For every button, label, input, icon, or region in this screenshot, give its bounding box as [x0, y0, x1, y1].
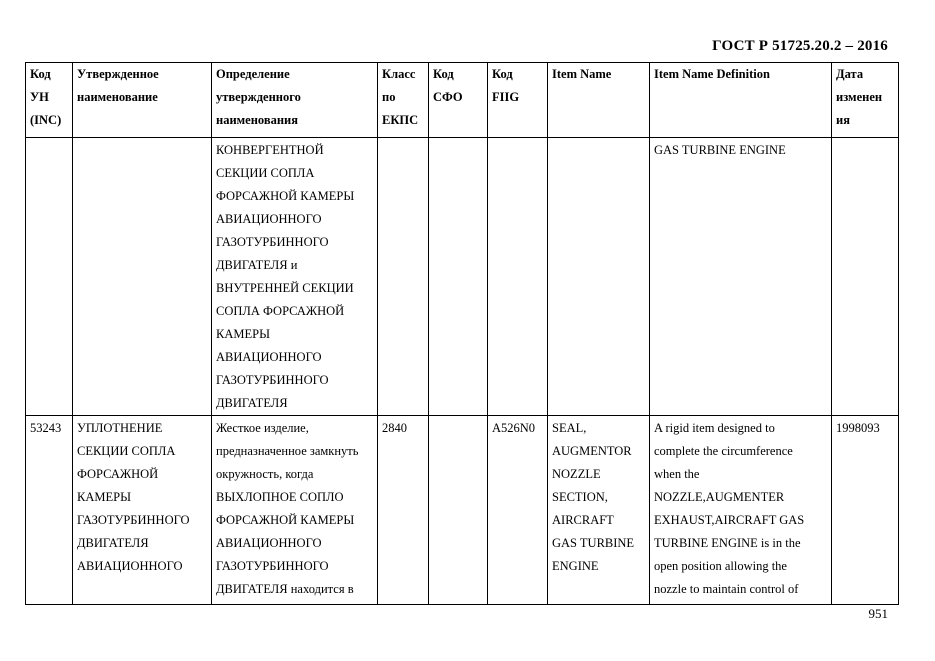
- column-header-item-name-definition: Item Name Definition: [650, 63, 832, 138]
- cell-approved-name: [73, 138, 212, 416]
- cell-item-name-definition: GAS TURBINE ENGINE: [650, 138, 832, 416]
- column-header-item-name: Item Name: [548, 63, 650, 138]
- cell-fiig-code: [488, 138, 548, 416]
- cell-definition: КОНВЕРГЕНТНОЙ СЕКЦИИ СОПЛА ФОРСАЖНОЙ КАМЕРЫ АВИАЦИОННОГО ГАЗОТУРБИННОГО ДВИГАТЕЛЯ и ВНУТРЕННЕЙ СЕКЦИИ СОПЛА ФОРСАЖНОЙ КАМЕРЫ АВИАЦИОННОГО ГАЗОТУРБИННОГО ДВИГАТЕЛЯ: [212, 138, 378, 416]
- column-header-sfo-code: Код СФО: [429, 63, 488, 138]
- nomenclature-table: [25, 62, 899, 605]
- cell-inc: [26, 138, 73, 416]
- document-standard-header: ГОСТ Р 51725.20.2 – 2016: [712, 38, 888, 54]
- column-header-ekps-class: Класс по ЕКПС: [378, 63, 429, 138]
- table-row: [26, 138, 899, 416]
- cell-change-date: [832, 138, 899, 416]
- cell-ekps-class: [378, 138, 429, 416]
- column-header-change-date: Дата изменен ия: [832, 63, 899, 138]
- cell-ekps-class: 2840: [378, 416, 429, 605]
- column-header-approved-name: Утвержденное наименование: [73, 63, 212, 138]
- cell-sfo-code: [429, 416, 488, 605]
- table-header-row: [26, 63, 899, 138]
- cell-item-name: [548, 138, 650, 416]
- column-header-inc: Код УН (INC): [26, 63, 73, 138]
- column-header-fiig-code: Код FIIG: [488, 63, 548, 138]
- column-header-definition: Определение утвержденного наименования: [212, 63, 378, 138]
- cell-definition: Жесткое изделие, предназначенное замкнуть окружность, когда ВЫХЛОПНОЕ СОПЛО ФОРСАЖНОЙ КАМЕРЫ АВИАЦИОННОГО ГАЗОТУРБИННОГО ДВИГАТЕЛЯ находится в: [212, 416, 378, 605]
- cell-sfo-code: [429, 138, 488, 416]
- cell-inc: 53243: [26, 416, 73, 605]
- page-number: 951: [868, 606, 888, 621]
- table-row: [26, 416, 899, 605]
- cell-fiig-code: A526N0: [488, 416, 548, 605]
- cell-change-date: 1998093: [832, 416, 899, 605]
- cell-item-name: SEAL, AUGMENTOR NOZZLE SECTION, AIRCRAFT GAS TURBINE ENGINE: [548, 416, 650, 605]
- cell-item-name-definition: A rigid item designed to complete the circumference when the NOZZLE,AUGMENTER EXHAUST,AIRCRAFT GAS TURBINE ENGINE is in the open position allowing the nozzle to maintain control of: [650, 416, 832, 605]
- cell-approved-name: УПЛОТНЕНИЕ СЕКЦИИ СОПЛА ФОРСАЖНОЙ КАМЕРЫ ГАЗОТУРБИННОГО ДВИГАТЕЛЯ АВИАЦИОННОГО: [73, 416, 212, 605]
